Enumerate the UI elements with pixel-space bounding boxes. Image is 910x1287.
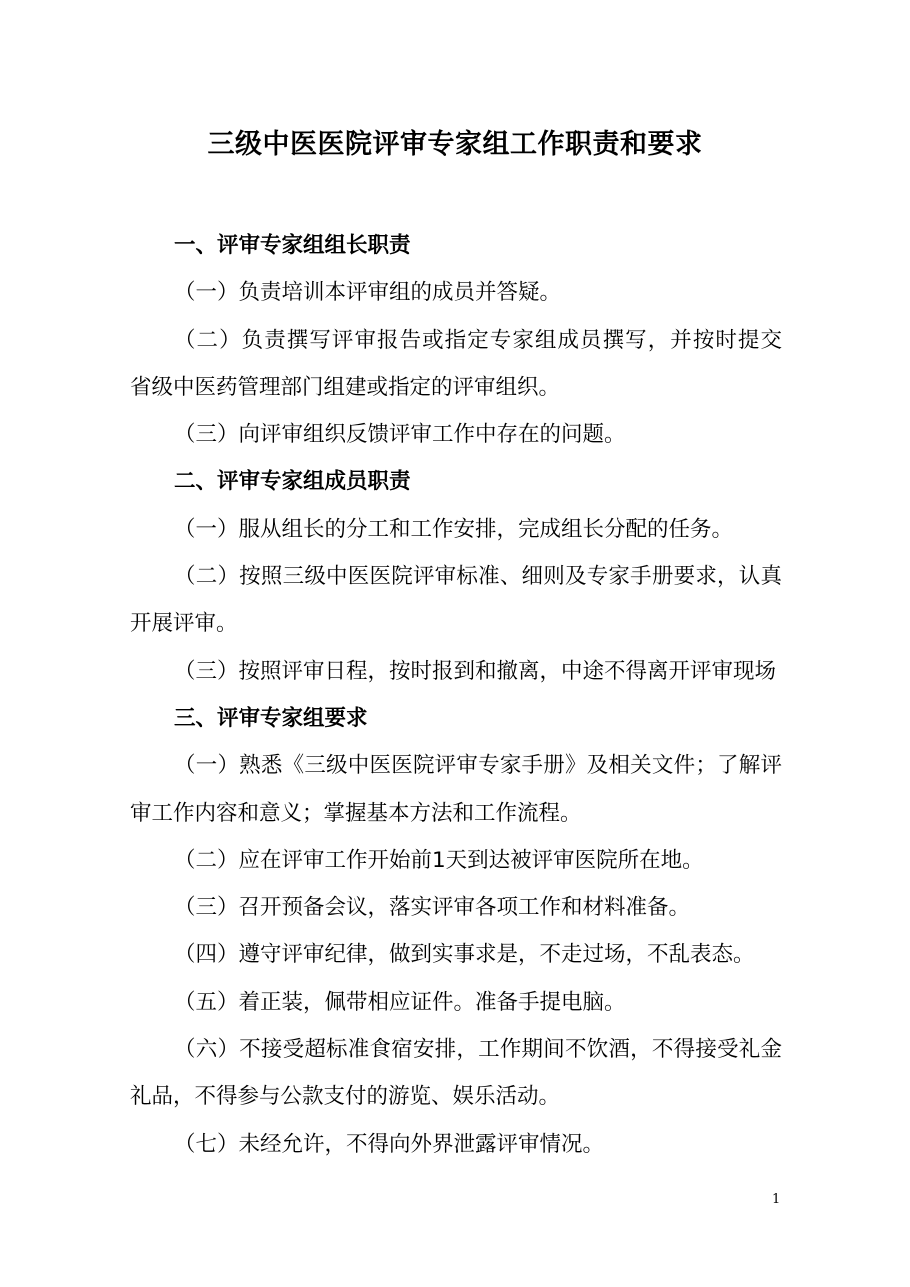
paragraph-line: （三）召开预备会议，落实评审各项工作和材料准备。 xyxy=(174,895,691,921)
paragraph-line: （三）按照评审日程，按时报到和撤离，中途不得离开评审现场 xyxy=(174,658,777,684)
page-number: 1 xyxy=(772,1192,781,1207)
paragraph-line: （五）着正装，佩带相应证件。准备手提电脑。 xyxy=(174,989,626,1015)
paragraph-line: （二）负责撰写评审报告或指定专家组成员撰写，并按时提交 xyxy=(174,327,782,353)
paragraph-line: （一）服从组长的分工和工作安排，完成组长分配的任务。 xyxy=(174,516,734,542)
paragraph-line: （四）遵守评审纪律，做到实事求是，不走过场，不乱表态。 xyxy=(174,942,755,968)
paragraph-line: 礼品，不得参与公款支付的游览、娱乐活动。 xyxy=(130,1084,561,1110)
paragraph-line: 审工作内容和意义；掌握基本方法和工作流程。 xyxy=(130,800,582,826)
paragraph-line: 省级中医药管理部门组建或指定的评审组织。 xyxy=(130,374,561,400)
section-heading-member-duties: 二、评审专家组成员职责 xyxy=(174,469,411,495)
paragraph-line: （二）按照三级中医医院评审标准、细则及专家手册要求，认真 xyxy=(174,564,782,590)
paragraph-line: （七）未经允许，不得向外界泄露评审情况。 xyxy=(174,1131,605,1157)
paragraph-line: （一）负责培训本评审组的成员并答疑。 xyxy=(174,280,562,306)
paragraph-line: 开展评审。 xyxy=(130,611,238,637)
paragraph-line: （六）不接受超标准食宿安排，工作期间不饮酒，不得接受礼金 xyxy=(174,1037,782,1063)
section-heading-leader-duties: 一、评审专家组组长职责 xyxy=(174,233,411,258)
document-body xyxy=(130,222,782,1168)
paragraph-line: （一）熟悉《三级中医医院评审专家手册》及相关文件；了解评 xyxy=(174,753,782,779)
section-heading-requirements: 三、评审专家组要求 xyxy=(174,705,368,731)
document-title: 三级中医医院评审专家组工作职责和要求 xyxy=(207,129,703,160)
paragraph-line: （二）应在评审工作开始前1天到达被评审医院所在地。 xyxy=(174,847,704,873)
paragraph-line: （三）向评审组织反馈评审工作中存在的问题。 xyxy=(174,422,626,448)
